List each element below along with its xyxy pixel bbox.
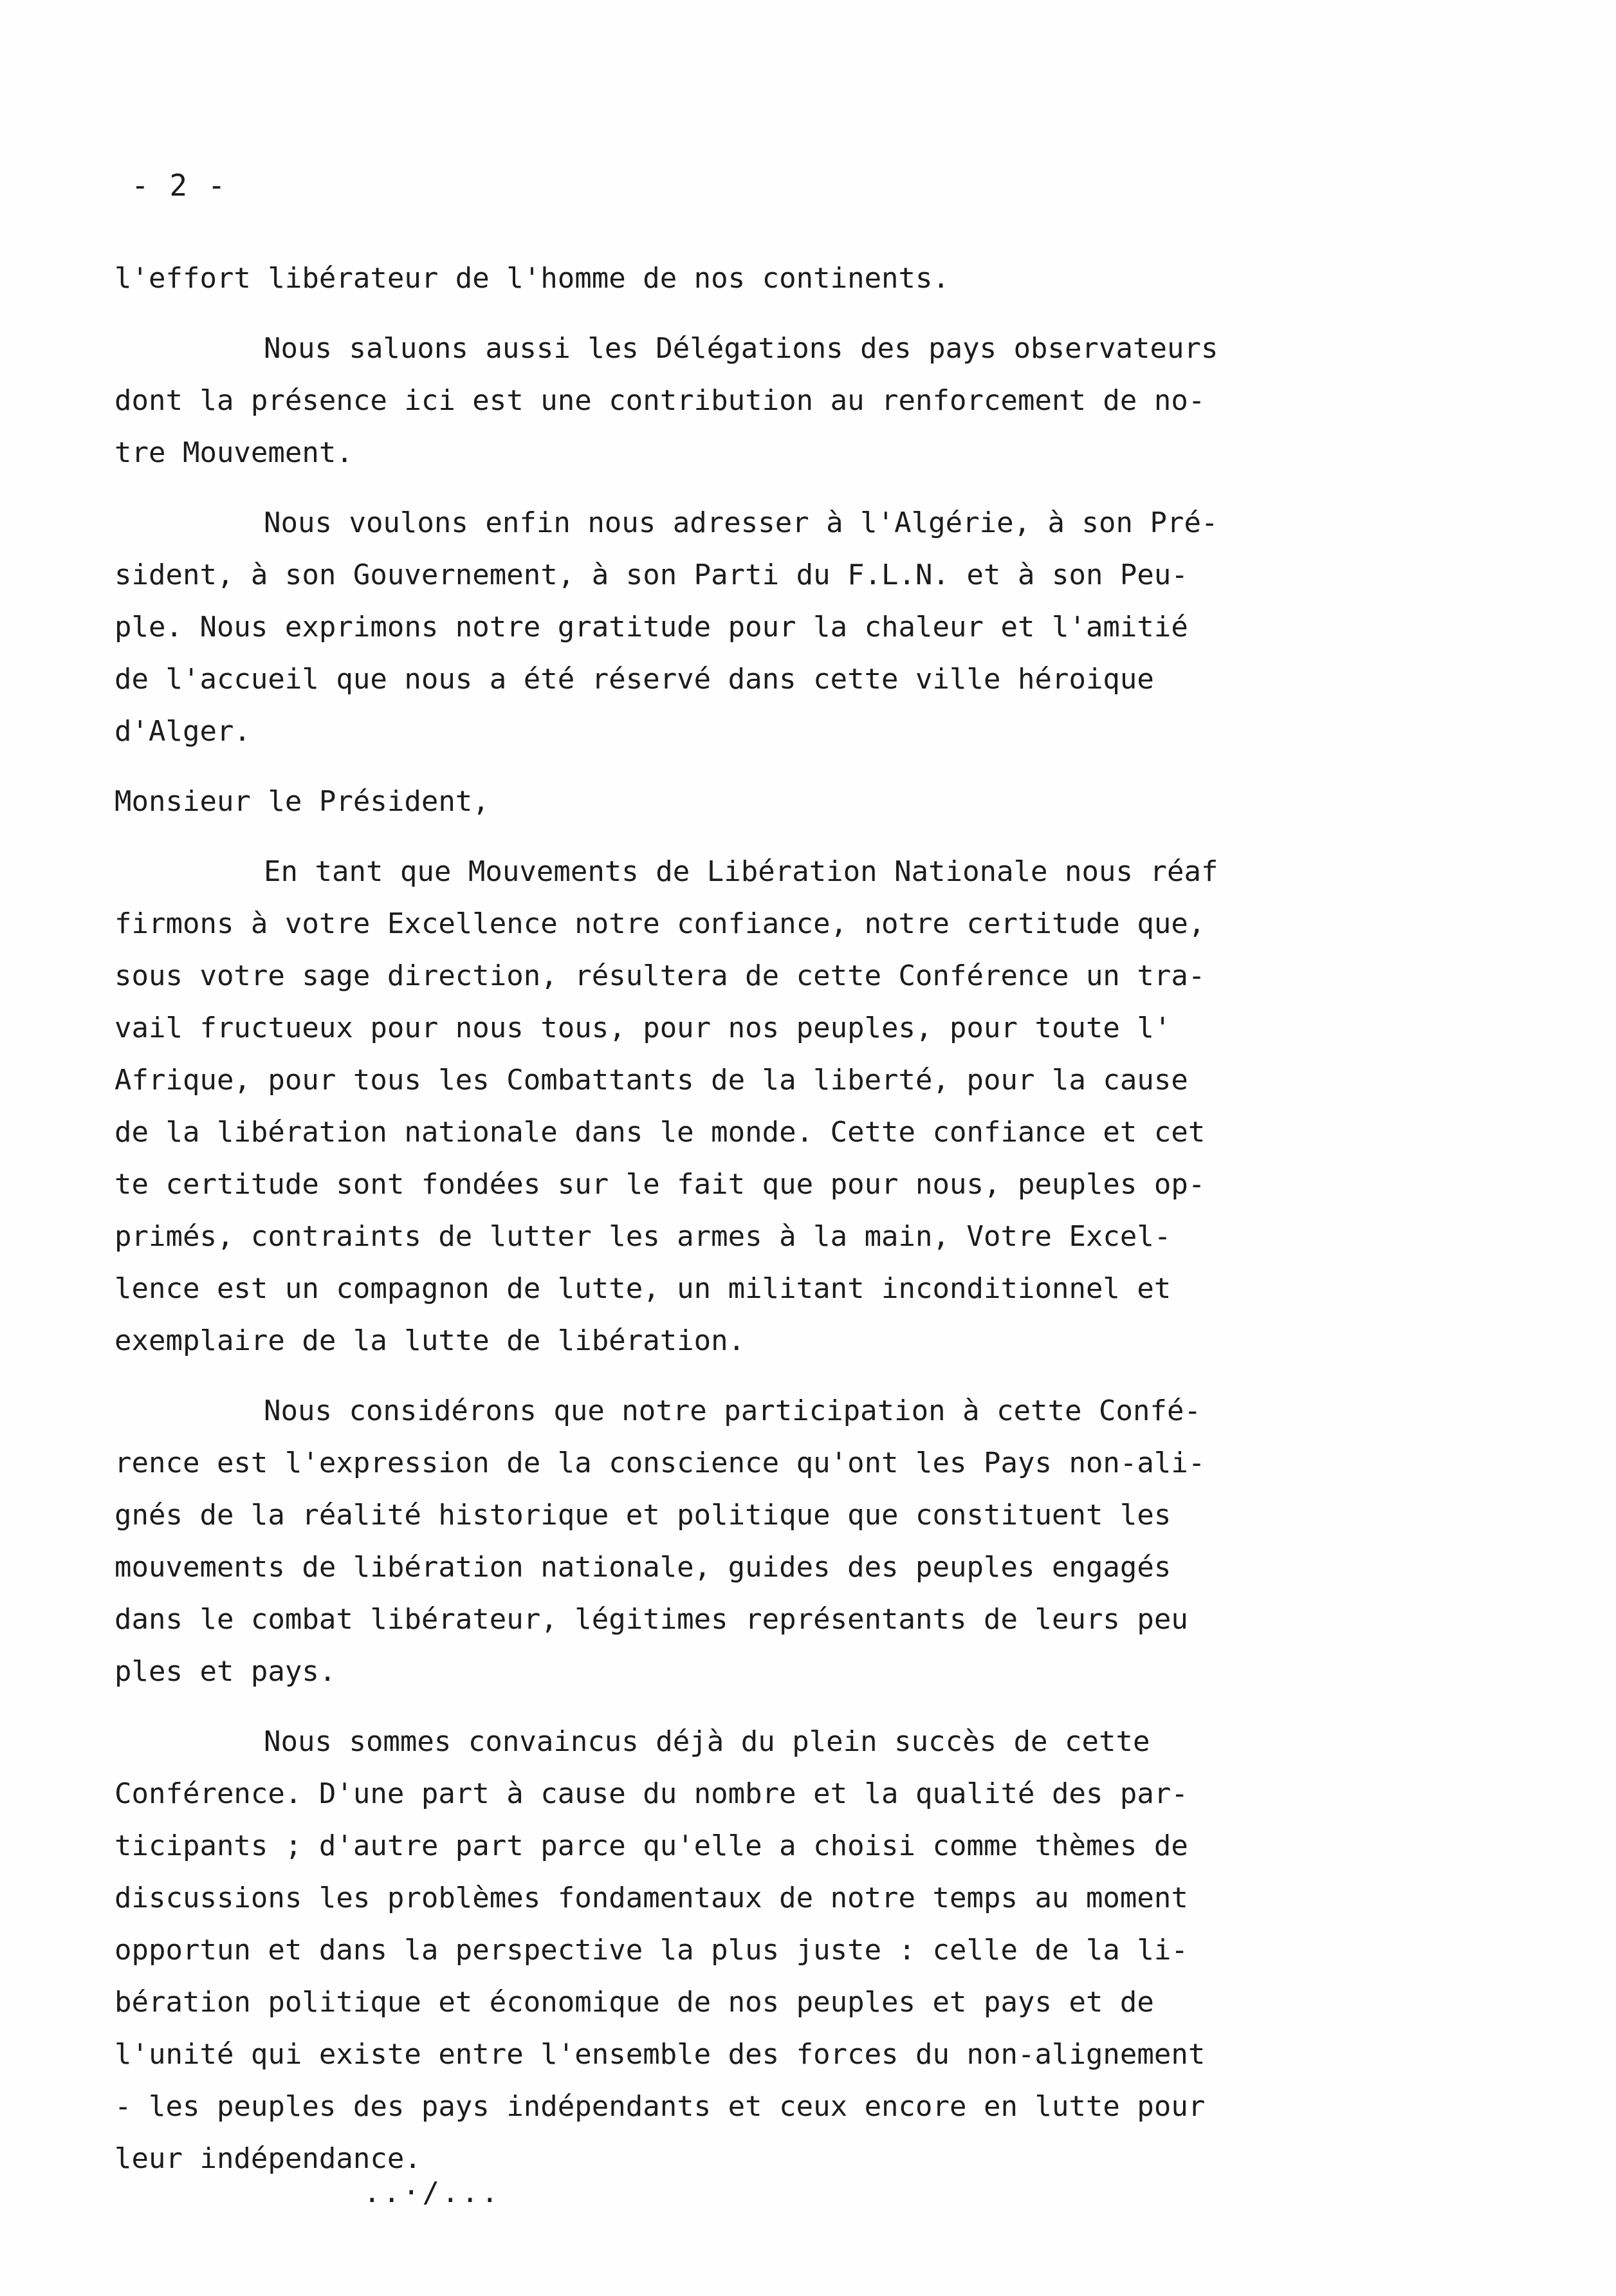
text-line: lence est un compagnon de lutte, un militant inconditionnel et <box>115 1272 1171 1305</box>
text-line: Nous voulons enfin nous adresser à l'Algérie, à son Pré- <box>264 506 1218 539</box>
text-line: Nous sommes convaincus déjà du plein succès de cette <box>264 1725 1150 1758</box>
document-body <box>115 252 1337 2185</box>
text-line: - les peuples des pays indépendants et ceux encore en lutte pour <box>115 2090 1206 2123</box>
text-line: leur indépendance. <box>115 2142 421 2175</box>
text-line: sident, à son Gouvernement, à son Parti du F.L.N. et à son Peu- <box>115 559 1188 591</box>
paragraph-opening <box>115 252 1337 304</box>
page-number: - 2 - <box>131 168 227 203</box>
paragraph-confidence <box>115 846 1337 1367</box>
text-line: mouvements de libération nationale, guides des peuples engagés <box>115 1551 1171 1584</box>
text-line: de l'accueil que nous a été réservé dans cette ville héroique <box>115 663 1154 696</box>
text-line: Nous considérons que notre participation à cette Confé- <box>264 1394 1201 1427</box>
text-line: exemplaire de la lutte de libération. <box>115 1324 746 1357</box>
text-line: Nous saluons aussi les Délégations des pays observateurs <box>264 332 1218 365</box>
text-line: d'Alger. <box>115 715 251 748</box>
text-line: dans le combat libérateur, légitimes représentants de leurs peu <box>115 1603 1188 1636</box>
text-line: tre Mouvement. <box>115 436 353 469</box>
paragraph-participation <box>115 1385 1337 1698</box>
text-line: ples et pays. <box>115 1655 336 1688</box>
text-line: bération politique et économique de nos peuples et pays et de <box>115 1986 1154 2019</box>
text-line: vail fructueux pour nous tous, pour nos peuples, pour toute l' <box>115 1012 1171 1044</box>
text-line: discussions les problèmes fondamentaux de notre temps au moment <box>115 1882 1188 1914</box>
paragraph-algeria <box>115 497 1337 757</box>
text-line: Afrique, pour tous les Combattants de la liberté, pour la cause <box>115 1064 1188 1097</box>
text-line: l'effort libérateur de l'homme de nos continents. <box>115 262 950 295</box>
text-line: dont la présence ici est une contribution au renforcement de no- <box>115 384 1206 417</box>
text-line: Monsieur le Président, <box>115 785 490 818</box>
text-line: ticipants ; d'autre part parce qu'elle a choisi comme thèmes de <box>115 1829 1188 1862</box>
paragraph-success <box>115 1716 1337 2185</box>
text-line: gnés de la réalité historique et politique que constituent les <box>115 1499 1171 1532</box>
text-line: ple. Nous exprimons notre gratitude pour la chaleur et l'amitié <box>115 611 1188 643</box>
text-line: En tant que Mouvements de Libération Nationale nous réaf <box>264 855 1218 888</box>
text-line: opportun et dans la perspective la plus juste : celle de la li- <box>115 1934 1188 1967</box>
text-line: Conférence. D'une part à cause du nombre et la qualité des par- <box>115 1777 1188 1810</box>
text-line: firmons à votre Excellence notre confiance, notre certitude que, <box>115 907 1206 940</box>
salutation <box>115 775 1337 828</box>
text-line: primés, contraints de lutter les armes à la main, Votre Excel- <box>115 1220 1171 1253</box>
paragraph-observers <box>115 322 1337 479</box>
continuation-mark: ..·/... <box>363 2176 501 2209</box>
text-line: sous votre sage direction, résultera de cette Conférence un tra- <box>115 959 1206 992</box>
text-line: l'unité qui existe entre l'ensemble des forces du non-alignement <box>115 2038 1206 2071</box>
text-line: te certitude sont fondées sur le fait que pour nous, peuples op- <box>115 1168 1206 1201</box>
text-line: rence est l'expression de la conscience qu'ont les Pays non-ali- <box>115 1447 1206 1479</box>
text-line: de la libération nationale dans le monde. Cette confiance et cet <box>115 1116 1206 1149</box>
